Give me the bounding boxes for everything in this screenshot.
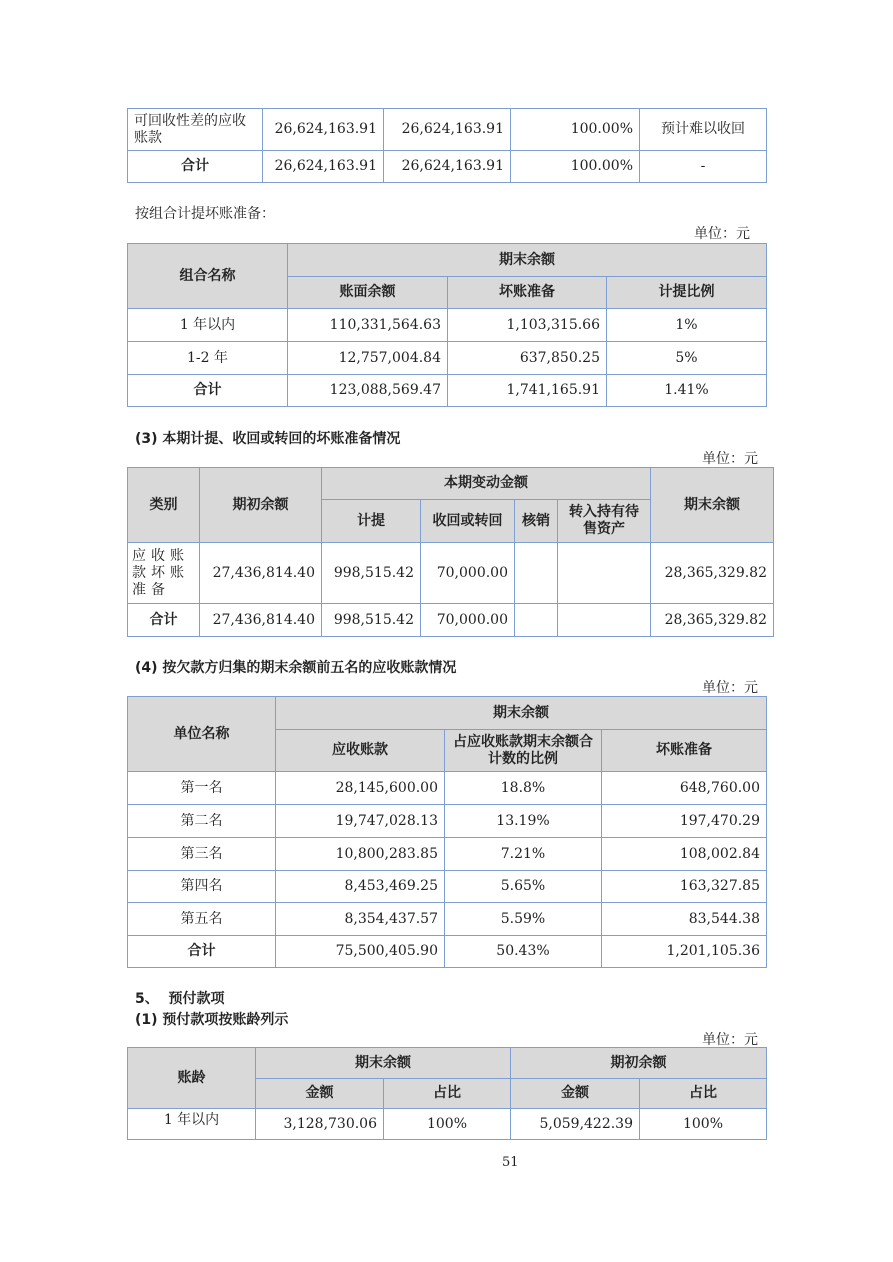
top5-debtors-table (127, 696, 767, 968)
section-4-title: (4) 按欠款方归集的期末余额前五名的应收账款情况 (135, 660, 457, 676)
cell: 26,624,163.91 (263, 151, 384, 183)
header-cell: 期初余额 (200, 468, 322, 543)
header-cell: 收回或转回 (421, 500, 515, 543)
table-row (128, 772, 767, 805)
header-cell: 单位名称 (128, 697, 276, 772)
cell: 648,760.00 (602, 772, 767, 805)
cell: 3,128,730.06 (256, 1109, 384, 1140)
cell: 合计 (128, 151, 263, 183)
section-5-title: 5、 预付款项 (135, 991, 225, 1007)
cell: 83,544.38 (602, 903, 767, 936)
cell: 10,800,283.85 (276, 838, 445, 871)
cell: 123,088,569.47 (288, 375, 448, 407)
unit-label: 单位：元 (702, 680, 758, 696)
header-row (128, 468, 774, 500)
prepayment-aging-table (127, 1047, 767, 1140)
cell: 5.59% (445, 903, 602, 936)
cell: 8,354,437.57 (276, 903, 445, 936)
header-cell: 类别 (128, 468, 200, 543)
cell: 70,000.00 (421, 604, 515, 637)
table-row-total (128, 375, 767, 407)
cell: 5% (607, 342, 767, 375)
cell: 1-2 年 (128, 342, 288, 375)
header-cell: 期末余额 (288, 244, 767, 277)
single-provision-table (127, 108, 767, 183)
cell: 1.41% (607, 375, 767, 407)
cell: 合计 (128, 375, 288, 407)
cell: 110,331,564.63 (288, 309, 448, 342)
table-row (128, 871, 767, 903)
header-cell: 本期变动金额 (322, 468, 651, 500)
cell (515, 543, 558, 604)
cell: 108,002.84 (602, 838, 767, 871)
cell: 163,327.85 (602, 871, 767, 903)
header-cell: 计提 (322, 500, 421, 543)
header-cell: 占比 (384, 1079, 511, 1109)
cell: 合计 (128, 936, 276, 968)
table-row (128, 109, 767, 151)
header-cell: 组合名称 (128, 244, 288, 309)
portfolio-provision-table (127, 243, 767, 407)
page-number: 51 (502, 1155, 519, 1170)
cell: 12,757,004.84 (288, 342, 448, 375)
table-row (128, 805, 767, 838)
table-row (128, 1109, 767, 1140)
cell: 5,059,422.39 (511, 1109, 640, 1140)
table-row (128, 309, 767, 342)
portfolio-intro: 按组合计提坏账准备： (135, 206, 275, 222)
cell: 100% (640, 1109, 767, 1140)
cell: 197,470.29 (602, 805, 767, 838)
table-row (128, 543, 774, 604)
cell: 26,624,163.91 (384, 151, 511, 183)
cell: 第五名 (128, 903, 276, 936)
unit-label: 单位：元 (694, 226, 750, 242)
cell: 第三名 (128, 838, 276, 871)
cell: 1 年以内 (128, 309, 288, 342)
unit-label: 单位：元 (702, 1032, 758, 1048)
table-row-total (128, 151, 767, 183)
header-cell: 应收账款 (276, 730, 445, 772)
header-cell: 金额 (511, 1079, 640, 1109)
header-cell: 坏账准备 (448, 277, 607, 309)
cell: 637,850.25 (448, 342, 607, 375)
cell: 100.00% (511, 109, 640, 151)
cell: 27,436,814.40 (200, 604, 322, 637)
cell: 8,453,469.25 (276, 871, 445, 903)
cell: 应收账款坏账准备 (128, 543, 200, 604)
header-cell: 坏账准备 (602, 730, 767, 772)
cell: 1,741,165.91 (448, 375, 607, 407)
cell: 19,747,028.13 (276, 805, 445, 838)
cell: 7.21% (445, 838, 602, 871)
cell: 1% (607, 309, 767, 342)
cell: 1,103,315.66 (448, 309, 607, 342)
unit-label: 单位：元 (702, 451, 758, 467)
cell: 13.19% (445, 805, 602, 838)
header-cell: 核销 (515, 500, 558, 543)
header-cell: 期末余额 (651, 468, 774, 543)
table-row (128, 342, 767, 375)
section-5-1-title: (1) 预付款项按账龄列示 (135, 1012, 289, 1028)
table-row-total (128, 604, 774, 637)
cell: 26,624,163.91 (263, 109, 384, 151)
cell: - (640, 151, 767, 183)
cell: 998,515.42 (322, 543, 421, 604)
header-cell: 占比 (640, 1079, 767, 1109)
cell: 第二名 (128, 805, 276, 838)
header-row (128, 1048, 767, 1079)
cell: 27,436,814.40 (200, 543, 322, 604)
table-row (128, 838, 767, 871)
cell: 1 年以内 (128, 1109, 256, 1140)
header-row (128, 697, 767, 730)
cell: 预计难以收回 (640, 109, 767, 151)
provision-changes-table (127, 467, 774, 637)
cell: 5.65% (445, 871, 602, 903)
header-cell: 计提比例 (607, 277, 767, 309)
cell: 75,500,405.90 (276, 936, 445, 968)
header-cell: 转入持有待售资产 (558, 500, 651, 543)
header-cell: 期初余额 (511, 1048, 767, 1079)
cell (558, 543, 651, 604)
header-cell: 账龄 (128, 1048, 256, 1109)
table-row-total (128, 936, 767, 968)
cell: 26,624,163.91 (384, 109, 511, 151)
header-cell: 期末余额 (276, 697, 767, 730)
header-row (128, 244, 767, 277)
cell: 998,515.42 (322, 604, 421, 637)
cell: 合计 (128, 604, 200, 637)
cell (558, 604, 651, 637)
header-cell: 占应收账款期末余额合计数的比例 (445, 730, 602, 772)
cell: 100.00% (511, 151, 640, 183)
cell: 28,365,329.82 (651, 604, 774, 637)
table-row (128, 903, 767, 936)
header-cell: 期末余额 (256, 1048, 511, 1079)
cell: 第四名 (128, 871, 276, 903)
cell: 可回收性差的应收账款 (128, 109, 263, 151)
cell: 18.8% (445, 772, 602, 805)
cell: 28,145,600.00 (276, 772, 445, 805)
header-cell: 账面余额 (288, 277, 448, 309)
section-3-title: (3) 本期计提、收回或转回的坏账准备情况 (135, 431, 401, 447)
cell: 1,201,105.36 (602, 936, 767, 968)
cell: 50.43% (445, 936, 602, 968)
header-cell: 金额 (256, 1079, 384, 1109)
cell: 第一名 (128, 772, 276, 805)
cell: 100% (384, 1109, 511, 1140)
cell (515, 604, 558, 637)
cell: 70,000.00 (421, 543, 515, 604)
cell: 28,365,329.82 (651, 543, 774, 604)
